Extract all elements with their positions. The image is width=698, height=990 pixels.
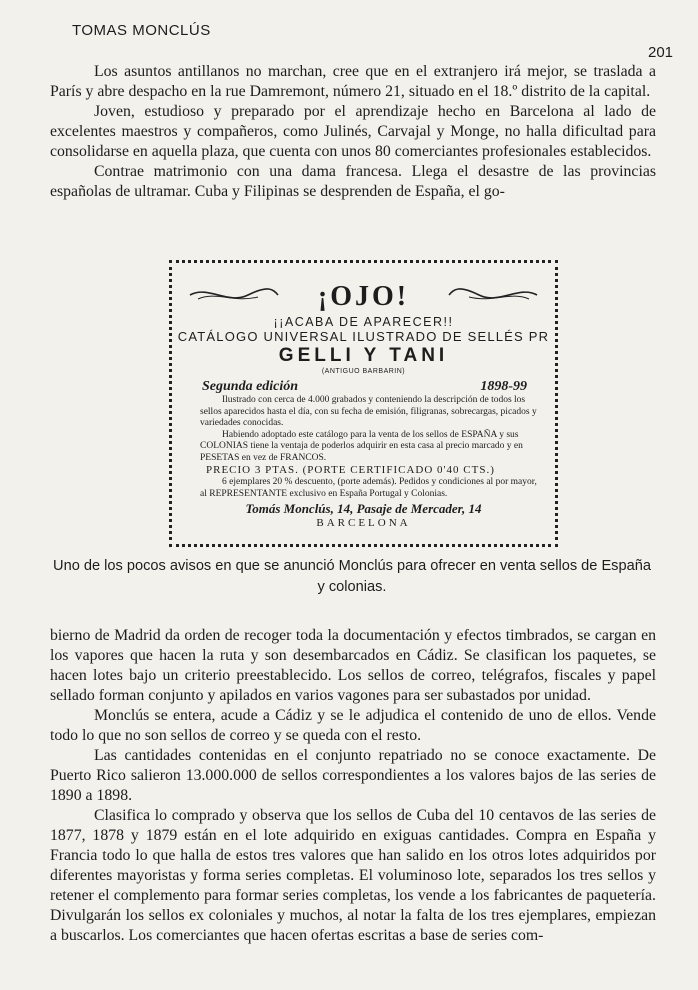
body-text-top (50, 62, 656, 202)
page-number: 201 (648, 44, 674, 61)
ad-edition-row (172, 378, 555, 395)
ad-adoption-note: Habiendo adoptado este catálogo para la venta de los sellos de ESPAÑA y sus COLONIAS tiene la ventaja de poderlos adquirir en esta casa al precio marcado y en PESETAS en vez de FRANCOS. (200, 429, 523, 463)
stamp-catalog-advertisement (169, 260, 558, 547)
ad-years: 1898-99 (480, 379, 527, 394)
paragraph: Monclús se entera, acude a Cádiz y se le adjudica el contenido de uno de ellos. Vende todo lo que no son sellos de correo y se queda con el resto. (50, 707, 656, 744)
ad-seller-address: Tomás Monclús, 14, Pasaje de Mercader, 14 (245, 501, 482, 516)
ad-description: Ilustrado con cerca de 4.000 grabados y conteniendo la descripción de todos los sellos aparecidos hasta el día, con su fecha de emisión, filigranas, sobrecargas, picados y variedades conocidas. (200, 395, 537, 428)
ad-headline: ¡OJO! (317, 281, 410, 312)
ornament-swirl-left-icon (188, 283, 280, 307)
ornament-swirl-right-icon (447, 283, 539, 307)
ad-brand-note: (ANTIGUO BARBARIN) (321, 368, 406, 375)
paragraph: Contrae matrimonio con una dama francesa. Llega el desastre de las provincias españolas de ultramar. Cuba y Filipinas se desprenden de España, el go- (50, 163, 656, 200)
paragraph: Joven, estudioso y preparado por el aprendizaje hecho en Barcelona al lado de excelentes maestros y compañeros, como Julinés, Carvajal y Monge, no halla dificultad para consolidarse en aquella plaza, que cuenta con unos 80 comerciantes profesionales establecidos. (50, 103, 656, 160)
ad-subheadline: ¡¡ACABA DE APARECER!! (273, 315, 454, 329)
ad-catalog-title: CATÁLOGO UNIVERSAL ILUSTRADO DE SELLÉS PR (177, 329, 550, 344)
ad-edition: Segunda edición (202, 379, 299, 394)
running-head: TOMAS MONCLÚS (72, 22, 211, 39)
ad-city: BARCELONA (316, 517, 411, 529)
paragraph: bierno de Madrid da orden de recoger toda la documentación y efectos timbrados, se cargan en los vapores que hacen la ruta y son desembarcados en Cádiz. Se clasifican los paquetes, se hacen lotes bajo un criterio preestablecido. Los sellos de correo, telégrafos, fiscales y papel sellado forman conjunto y apilados en varios vagones para ser subastados por unidad. (50, 627, 656, 704)
body-text-bottom (50, 626, 656, 946)
paragraph: Las cantidades contenidas en el conjunto repatriado no se conoce exactamente. De Puerto Rico salieron 13.000.000 de sellos correspondientes a los valores bajos de las series de 1890 a 1898. (50, 747, 656, 804)
paragraph: Clasifica lo comprado y observa que los sellos de Cuba del 10 centavos de las series de 1877, 1878 y 1879 están en el lote adquirido en exiguas cantidades. Compra en España y Francia todo lo que halla de estos tres valores que han salido en los otros lotes adquiridos por diferentes mayoristas y forma series completas. El voluminoso lote, separados los tres sellos y retener el complemento para formar series completas, los vende a los fabricantes de paquetería. Divulgarán los sellos ex coloniales y muchos, al notar la falta de los tres ejemplares, empiezan a buscarlos. Los comerciantes que hacen ofertas escritas a base de series com- (50, 807, 656, 944)
ad-price: PRECIO 3 PTAS. (PORTE CERTIFICADO 0'40 CTS.) (206, 464, 495, 476)
paragraph: Los asuntos antillanos no marchan, cree que en el extranjero irá mejor, se traslada a París y abre despacho en la rue Damremont, número 21, situado en el 18.º distrito de la capital. (50, 63, 656, 100)
ad-discount: 6 ejemplares 20 % descuento, (porte además). Pedidos y condiciones al por mayor, al REPRESENTANTE exclusivo en España Portugal y Colonias. (200, 477, 537, 499)
figure-caption: Uno de los pocos avisos en que se anunció Monclús para ofrecer en venta sellos de España y colonias. (53, 558, 651, 595)
ad-brand: GELLI Y TANI (278, 345, 449, 366)
